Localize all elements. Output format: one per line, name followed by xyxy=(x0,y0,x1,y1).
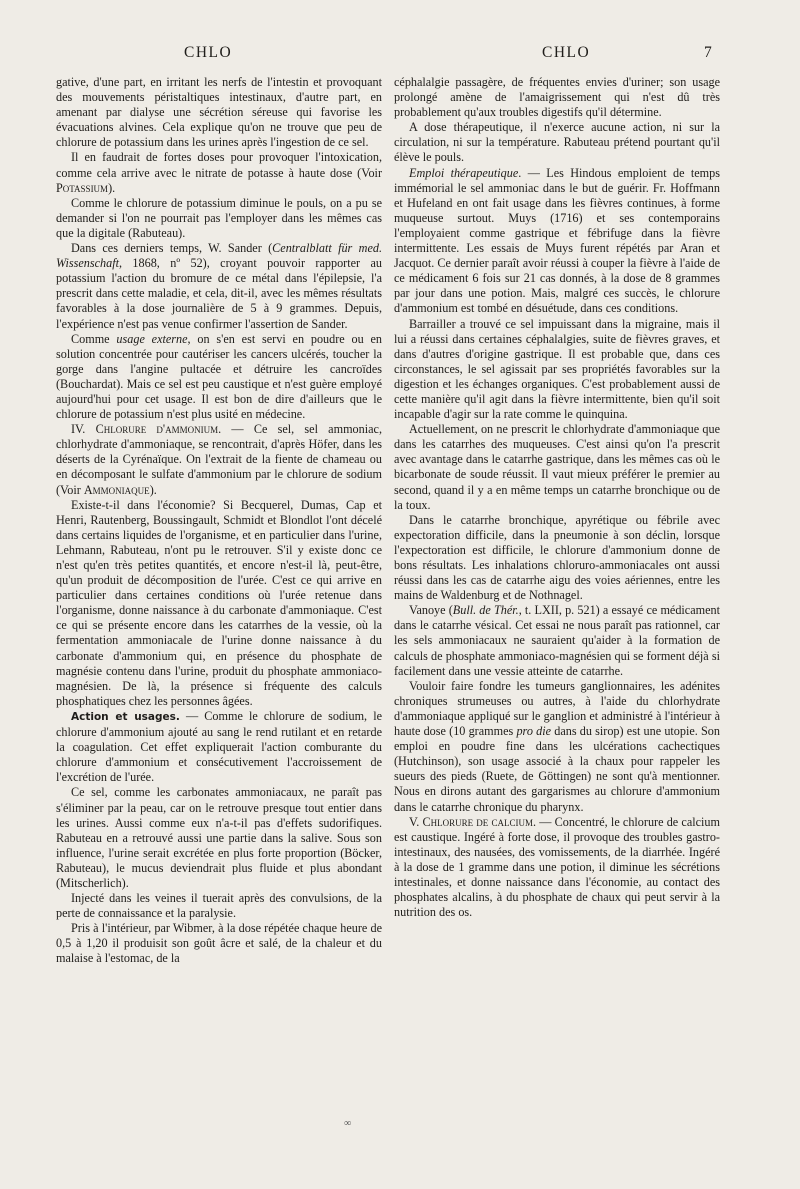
text-run: , on s'en est servi en poudre ou en solution concentrée pour cautériser les cancers ulcérés, toucher la gorge dans l'angine pultacée et détruire les cancroïdes (Bouchardat). Mais ce sel est peu caustique et n'est guère employé aujourd'hui pour cet usage. Il est bon de dire d'ailleurs que le chlorure de potassium n'est plus usité en médecine. xyxy=(56,331,383,422)
paragraph: A dose thérapeutique, il n'exerce aucune action, ni sur la circulation, ni sur la température. Rabuteau prétend pourtant qu'il élève le pouls. xyxy=(394,120,720,165)
text-run: ). xyxy=(108,180,116,195)
right-column xyxy=(394,75,720,920)
italic-term: usage externe xyxy=(116,331,188,346)
paragraph: Injecté dans les veines il tuerait après des convulsions, de la perte de connaissance et la paralysie. xyxy=(56,891,382,921)
text-run: — Comme le chlorure de sodium, le chlorure d'ammonium ajouté au sang le rend rutilant et en retarde la coagulation. Cet effet expliquerait l'action comburante du chlorure d'ammonium et consécutivement l'accroissement de l'excrétion de l'urée. xyxy=(56,708,383,785)
header-left: CHLO xyxy=(184,44,233,61)
left-column xyxy=(56,75,382,967)
text-run: dans du sirop) est une utopie. Son emploi en poudre fine dans les ulcérations cachectiques (Hutchinson), son usage associé à la chaux pour rappeler les sueurs des pieds (Ruete, de Göttingen) ne sont qu'à mentionner. Nous en dirons autant des gargarismes au chlorure d'ammonium dans le catarrhe chronique du pharynx. xyxy=(394,724,720,814)
paragraph: Ce sel, comme les carbonates ammoniacaux, ne paraît pas s'éliminer par la peau, car on le retrouve presque tout entier dans les urines. Aussi comme eux n'a-t-il pas d'effets sudorifiques. Rabuteau en a retrouvé aussi une partie dans la salive. Sous son influence, l'urine serait excrétée en plus forte proportion (Böcker, Rabuteau), le mucus deviendrait plus fluide et plus abondant (Mitscherlich). xyxy=(56,785,382,890)
paragraph xyxy=(394,166,720,317)
paragraph: céphalalgie passagère, de fréquentes envies d'uriner; son usage prolongé amène de l'amaigrissement qui n'est dû très probablement qu'aux troubles digestifs qu'il détermine. xyxy=(394,75,720,120)
paragraph xyxy=(56,332,382,423)
section-heading: Chlorure de calcium xyxy=(422,814,533,829)
text-run: . — Les Hindous emploient de temps immémorial le sel ammoniac dans le but de guérir. Fr. Hoffmann et Hufeland en ont fait usage dans les fièvres continues, à forme muqueuse surtout. Muys (1716) et ses contemporains l'employaient comme gastrique et fébrifuge dans la fièvre intermittente. Les essais de Muys furent répétés par Aran et Jacquot. Ce dernier paraît avoir réussi à couper la fièvre à l'aide de ce médicament 6 fois sur 21 cas donnés, à la dose de 8 grammes par jour dans une potion. Mais, malgré ces succès, le chlorure d'ammonium est tombé en désuétude, dans ces conditions. xyxy=(394,165,720,316)
text-run: Vanoye ( xyxy=(409,603,453,618)
paragraph xyxy=(394,603,720,678)
paragraph: Comme le chlorure de potassium diminue le pouls, on a pu se demander si l'on ne pourrait pas l'employer dans les mêmes cas que la digitale (Rabuteau). xyxy=(56,195,382,240)
paragraph xyxy=(394,679,720,815)
cross-reference: Potassium xyxy=(56,180,109,195)
paragraph: Barrailler a trouvé ce sel impuissant dans la migraine, mais il lui a réussi dans certaines céphalalgies, suite de fièvres graves, et dans d'autres d'origine gastrique. Il est probable que, dans ces circonstances, le sel agissait par ses propriétés favorables sur la digestion et les échanges organiques. C'est probablement aussi de cette manière qu'il agit dans la fièvre intermittente, bien qu'il soit incapable d'agir sur la rate comme le quinquina. xyxy=(394,316,720,422)
paragraph xyxy=(56,709,382,785)
text-run: IV. xyxy=(71,422,96,437)
text-run: Vouloir faire fondre les tumeurs ganglionnaires, les adénites chroniques strumeuses ou autres, à l'aide du chlorhydrate d'ammoniaque appliqué sur le ganglion et administré à l'intérieur à haute dose (10 grammes xyxy=(394,678,720,739)
page-number: 7 xyxy=(704,44,714,61)
cross-reference: Ammoniaque xyxy=(83,482,150,497)
text-run: V. xyxy=(409,814,423,829)
running-header xyxy=(0,44,800,68)
text-run: Dans ces derniers temps, W. Sander ( xyxy=(71,241,273,256)
text-run: . — Concentré, le chlorure de calcium est caustique. Ingéré à forte dose, il provoque des troubles gastro-intestinaux, des nausées, des vomissements, de la diarrhée. Ingéré à la dose de 1 gramme dans une potion, il diminue les sécrétions intestinales, et donne naissance dans l'économie, au contact des phosphates alcalins, à du phosphate de chaux qui peut servir à la nutrition des os. xyxy=(394,814,720,920)
text-run: Comme xyxy=(71,331,117,346)
text-run: ). xyxy=(149,482,157,497)
subsection-heading: Emploi thérapeutique xyxy=(409,165,519,180)
text-run: . — Ce sel, sel ammoniac, chlorhydrate d'ammoniaque, se rencontrait, d'après Höfer, dans les déserts de la Cyrénaïque. On l'extrait de la fiente de chameau ou en décomposant le sulfate d'ammonium par le chlorure de sodium (Voir xyxy=(56,422,382,497)
journal-title: Centralblatt für med. Wissenschaft xyxy=(56,241,382,271)
header-right: CHLO xyxy=(542,44,591,61)
subsection-heading: Action et usages. xyxy=(71,710,180,723)
italic-term: pro die xyxy=(516,724,552,739)
section-paragraph xyxy=(56,422,382,497)
text-run: Il en faudrait de fortes doses pour provoquer l'intoxication, comme cela arrive avec le nitrate de potasse à haute dose (Voir xyxy=(56,150,382,180)
text-run: , 1868, nº 52), croyant pouvoir rapporter au potassium l'action du bromure de ce métal dans l'épilepsie, l'a prescrit dans cette maladie, et cela, dit-il, avec les mêmes résultats favorables à la dose journalière de 5 à 9 grammes. Depuis, l'expérience n'est pas venue confirmer l'assertion de Sander. xyxy=(56,256,382,331)
paragraph: Actuellement, on ne prescrit le chlorhydrate d'ammoniaque que dans les catarrhes des muqueuses. C'est ainsi qu'on l'a prescrit avec avantage dans le catarrhe gastrique, dans les mêmes cas où le bicarbonate de soude réussit. Il vaut mieux préférer le premier au second, quand il y a en même temps un catarrhe bronchique ou de la toux. xyxy=(394,422,720,512)
paragraph: gative, d'une part, en irritant les nerfs de l'intestin et provoquant des mouvements péristaltiques intestinaux, d'autre part, en amenant par dialyse une sécrétion séreuse qui favorise les évacuations alvines. Cela explique qu'on ne trouve que peu de chlorure de potassium dans les urines après l'ingestion de ce sel. xyxy=(56,75,382,150)
journal-title: Bull. de Thér. xyxy=(452,603,519,618)
paragraph xyxy=(56,241,382,332)
paragraph: Pris à l'intérieur, par Wibmer, à la dose répétée chaque heure de 0,5 à 1,20 il produisit son goût âcre et salé, de la chaleur et du malaise à l'estomac, de la xyxy=(56,921,382,966)
text-run: , t. LXII, p. 521) a essayé ce médicament dans le catarrhe vésical. Cet essai ne nous paraît pas rationnel, car les sels ammoniacaux ne sauraient qu'aider à la formation de calculs de phosphate ammoniaco-magnésien qui se forment déjà si facilement dans une vessie atteinte de catarrhe. xyxy=(394,603,720,678)
paragraph: Dans le catarrhe bronchique, apyrétique ou fébrile avec expectoration difficile, dans la pneumonie à son déclin, lorsque l'expectoration est difficile, le chlorure d'ammonium donne de bons résultats. Les inhalations chloruro-ammoniacales ont aussi réussi dans les cas de catarrhe aigu des voies aériennes, entre les mains de Waldenburg et de Nothnagel. xyxy=(394,512,720,603)
paragraph xyxy=(56,150,382,195)
paragraph: Existe-t-il dans l'économie? Si Becquerel, Dumas, Cap et Henri, Rautenberg, Boussingault, Schmidt et Blondlot l'ont décelé dans certains liquides de l'organisme, et en particulier dans l'urine, Lehmann, Rabuteau, n'ont pu le retrouver. S'il y existe donc ce n'est qu'en très petites quantités, et encore n'est-il là, peut-être, qu'un produit de décomposition de l'urée. C'est ce qui arrive en particulier dans certaines conditions où l'urée retenue dans l'organisme, donne naissance à du carbonate d'ammoniaque. C'est ce qui se présente encore dans les catarrhes de la vessie, où la fermentation ammoniacale de l'urine donne naissance à du carbonate d'ammonium qui, en présence du phosphate de magnésie contenu dans l'urine, produit du phosphate ammoniaco-magnésien. De là, la présence si fréquente des calculs phosphatiques chez les personnes âgées. xyxy=(56,497,382,708)
section-heading: Chlorure d'ammonium xyxy=(95,422,219,437)
printer-mark: ∞ xyxy=(344,1118,352,1129)
section-paragraph xyxy=(394,815,720,921)
